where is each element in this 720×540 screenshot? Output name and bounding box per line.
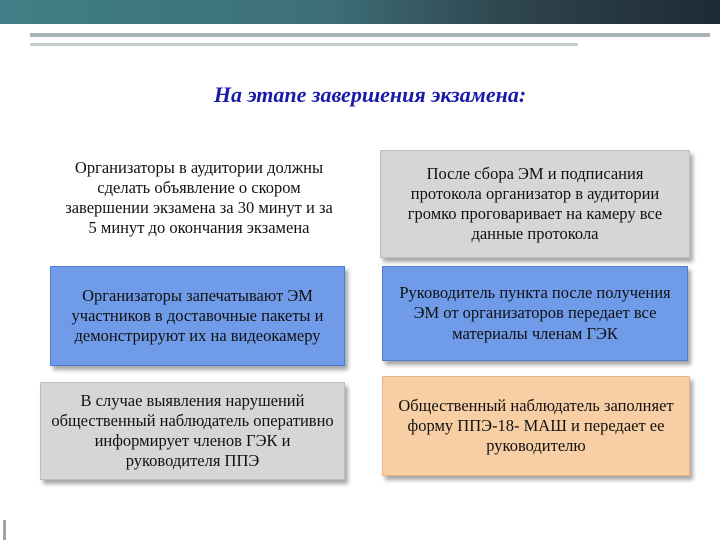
info-box-transfer-materials: Руководитель пункта после получения ЭМ от организаторов передает все материалы членам ГЭК xyxy=(382,266,688,361)
left-accent-bar xyxy=(3,520,6,540)
header-divider-line xyxy=(30,33,710,37)
info-box-observer-form: Общественный наблюдатель заполняет форму ППЭ-18- МАШ и передает ее руководителю xyxy=(382,376,690,476)
info-box-announcement: Организаторы в аудитории должны сделать объявление о скором завершении экзамена за 30 минут и за 5 минут до окончания экзамена xyxy=(65,157,333,238)
slide-title: На этапе завершения экзамена: xyxy=(213,82,527,107)
info-box-violations-report: В случае выявления нарушений общественный наблюдатель оперативно информирует членов ГЭК и руководителя ППЭ xyxy=(40,382,345,480)
info-box-seal-packages: Организаторы запечатывают ЭМ участников в доставочные пакеты и демонстрируют их на видеокамеру xyxy=(50,266,345,366)
header-band xyxy=(0,0,720,24)
info-box-protocol-camera: После сбора ЭМ и подписания протокола организатор в аудитории громко проговаривает на камеру все данные протокола xyxy=(380,150,690,258)
header-divider-line-short xyxy=(30,43,578,46)
